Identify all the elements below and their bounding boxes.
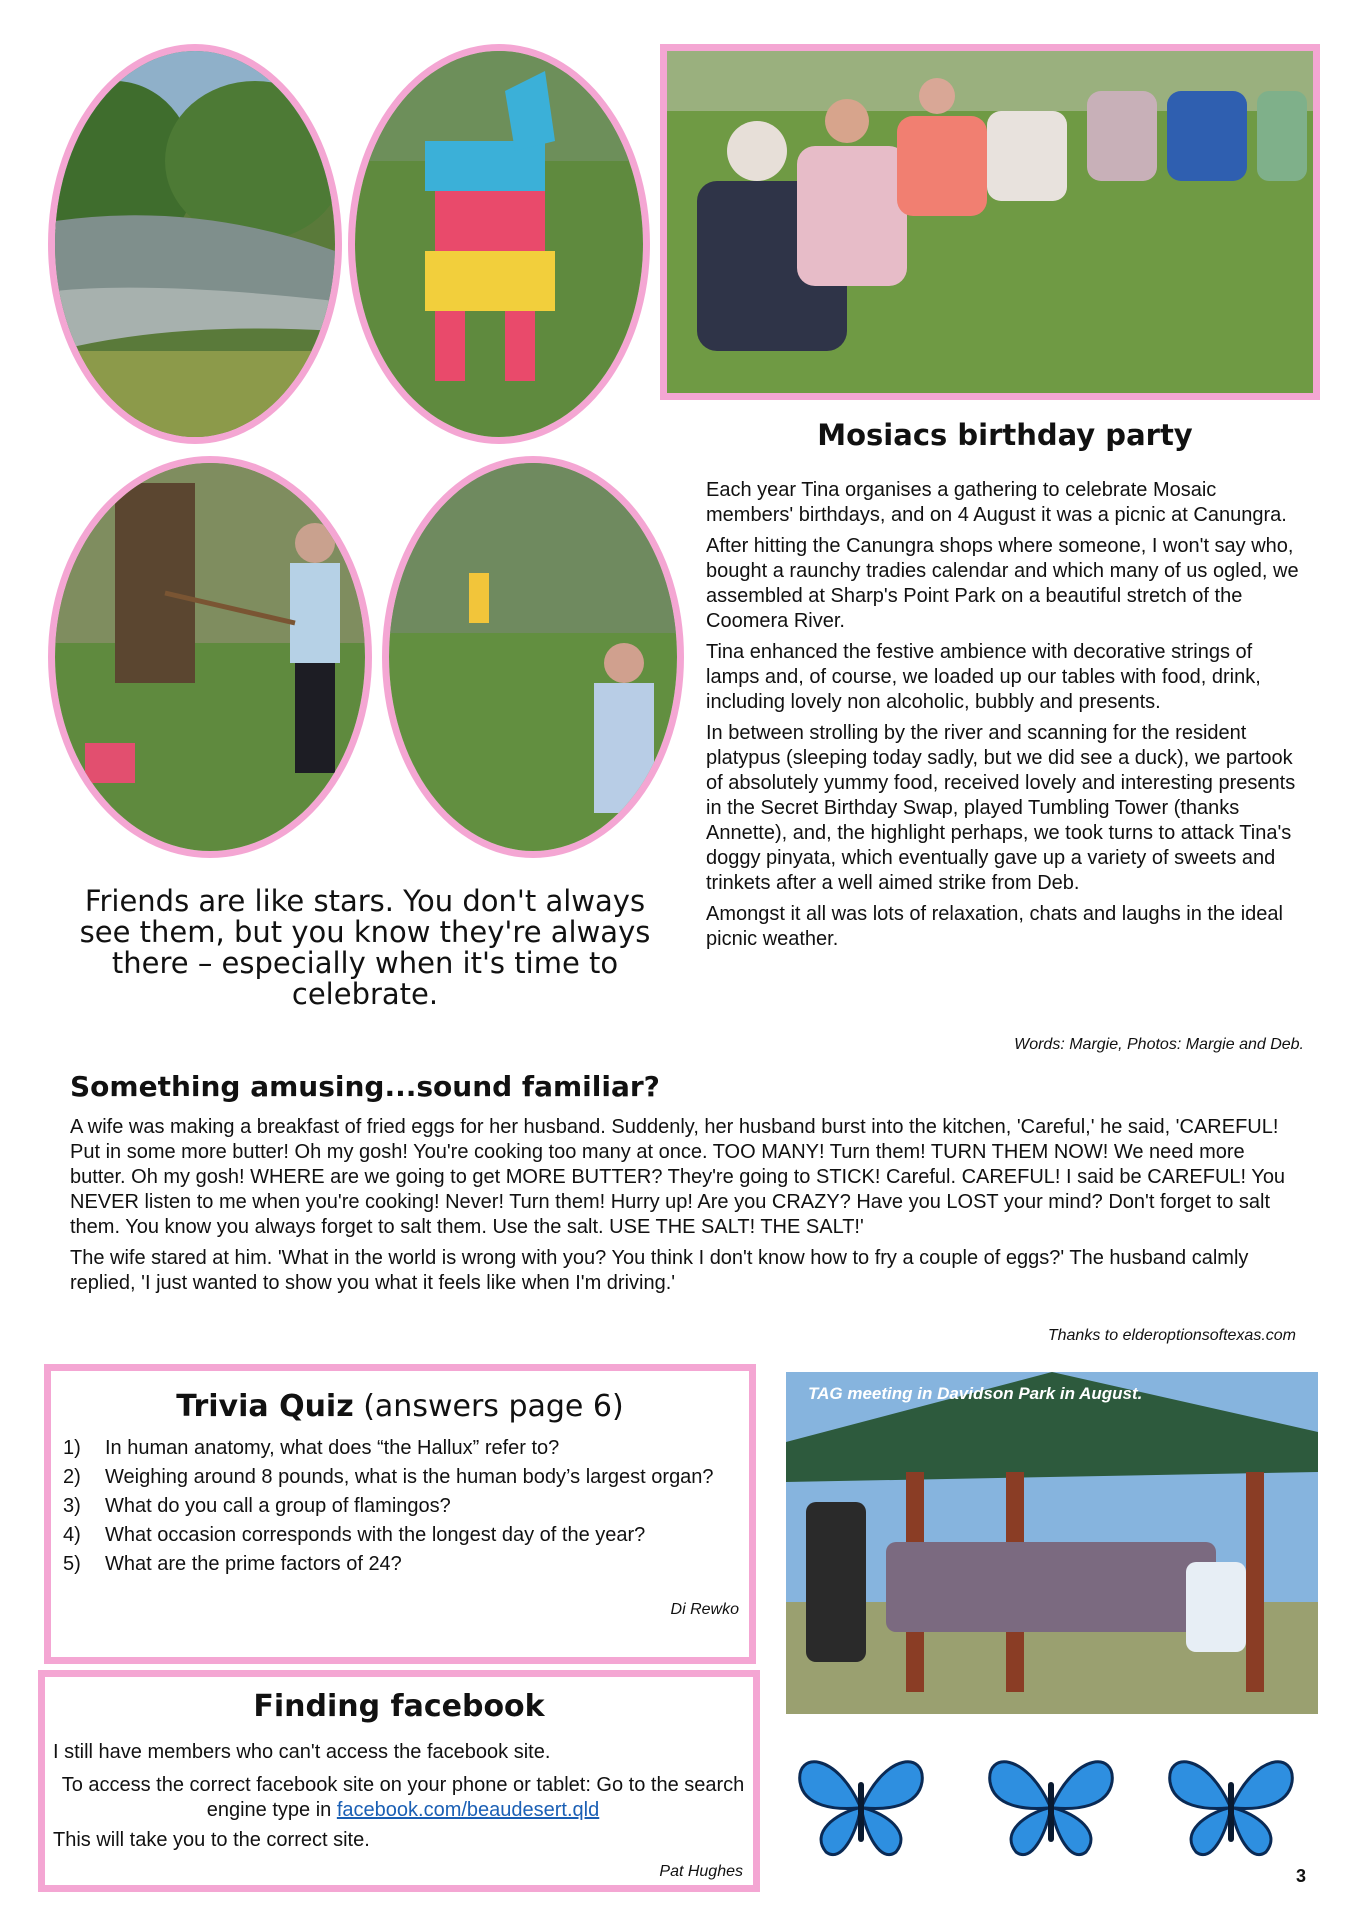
trivia-title-rest: (answers page 6) xyxy=(353,1389,624,1424)
mosaic-credit: Words: Margie, Photos: Margie and Deb. xyxy=(1014,1036,1304,1053)
photo-pinata xyxy=(348,44,650,444)
question-number: 2) xyxy=(63,1466,81,1488)
trivia-question xyxy=(63,1494,743,1518)
paragraph: In between strolling by the river and scanning for the resident platypus (sleeping today sadly, but we did see a duck), we partook of absolutely yummy food, received lovely and interesting presents in the Secret Birthday Swap, played Tumbling Tower (thanks Annette), and, the highlight perhaps, we took turns to attack Tina's doggy pinyata, which eventually gave up a variety of sweets and trinkets after a well aimed strike from Deb. xyxy=(706,722,1296,894)
butterfly-icon xyxy=(1166,1752,1296,1860)
question-text: What occasion corresponds with the longest day of the year? xyxy=(105,1524,646,1546)
mosaic-article-title: Mosiacs birthday party xyxy=(817,418,1193,452)
trivia-title xyxy=(51,1389,749,1424)
photo-tag-meeting xyxy=(786,1372,1318,1714)
question-text: In human anatomy, what does “the Hallux” refer to? xyxy=(105,1437,560,1459)
photo-woman-pinata xyxy=(382,456,684,858)
amusing-section-title: Something amusing...sound familiar? xyxy=(70,1070,660,1103)
question-text: What are the prime factors of 24? xyxy=(105,1553,402,1575)
trivia-title-bold: Trivia Quiz xyxy=(176,1389,354,1424)
butterfly-icon xyxy=(796,1752,926,1860)
photo-group-frame xyxy=(660,44,1320,400)
butterfly-icon xyxy=(986,1752,1116,1860)
amusing-credit: Thanks to elderoptionsoftexas.com xyxy=(1047,1327,1296,1344)
tag-meeting-caption: TAG meeting in Davidson Park in August. xyxy=(808,1384,1143,1403)
mosaic-article-body xyxy=(706,478,1306,958)
facebook-instructions xyxy=(53,1773,753,1823)
question-number: 1) xyxy=(63,1437,81,1459)
friendship-quote: Friends are like stars. You don't always see them, but you know they're always there – especially when it's time to celebrate. xyxy=(79,884,651,1011)
amusing-section-body xyxy=(70,1115,1300,1302)
finding-facebook-box xyxy=(38,1670,760,1892)
facebook-instructions-text: To access the correct facebook site on your phone or tablet: Go to the search engine type in xyxy=(61,1774,745,1821)
photo-pinata-swing xyxy=(48,456,372,858)
paragraph: The wife stared at him. 'What in the world is wrong with you? You think I don't know how to fry a couple of eggs?' The husband calmly replied, 'I just wanted to show you what it feels like when I'm driving.' xyxy=(70,1247,1249,1294)
paragraph: Each year Tina organises a gathering to celebrate Mosaic members' birthdays, and on 4 August it was a picnic at Canungra. xyxy=(706,479,1287,526)
page-number: 3 xyxy=(1296,1866,1307,1886)
paragraph: Amongst it all was lots of relaxation, chats and laughs in the ideal picnic weather. xyxy=(706,903,1283,950)
question-number: 5) xyxy=(63,1553,81,1575)
facebook-intro: I still have members who can't access the facebook site. xyxy=(53,1741,551,1763)
question-number: 3) xyxy=(63,1495,81,1517)
trivia-quiz-box xyxy=(44,1364,756,1664)
question-text: Weighing around 8 pounds, what is the human body’s largest organ? xyxy=(105,1466,714,1488)
facebook-credit: Pat Hughes xyxy=(659,1863,743,1880)
question-text: What do you call a group of flamingos? xyxy=(105,1495,451,1517)
trivia-credit: Di Rewko xyxy=(670,1601,739,1618)
facebook-link[interactable]: facebook.com/beaudesert.qld xyxy=(336,1799,600,1821)
trivia-question xyxy=(63,1465,743,1489)
paragraph: Tina enhanced the festive ambience with decorative strings of lamps and, of course, we loaded up our tables with food, drink, including lovely non alcoholic, bubbly and presents. xyxy=(706,641,1261,713)
photo-ladies-seated xyxy=(667,51,1313,393)
facebook-title: Finding facebook xyxy=(253,1689,545,1724)
trivia-question xyxy=(63,1552,743,1576)
question-number: 4) xyxy=(63,1524,81,1546)
trivia-question-list xyxy=(63,1436,743,1581)
photo-river xyxy=(48,44,342,444)
facebook-outro: This will take you to the correct site. xyxy=(53,1829,370,1851)
trivia-question xyxy=(63,1436,743,1460)
paragraph: After hitting the Canungra shops where someone, I won't say who, bought a raunchy tradies calendar and which many of us ogled, we assembled at Sharp's Point Park on a beautiful stretch of the Coomera River. xyxy=(706,535,1299,632)
paragraph: A wife was making a breakfast of fried eggs for her husband. Suddenly, her husband burst into the kitchen, 'Careful,' he said, 'CAREFUL! Put in some more butter! Oh my gosh! You're cooking too many at once. TOO MANY! Turn them! TURN THEM NOW! We need more butter. Oh my gosh! WHERE are we going to get MORE BUTTER? They're going to STICK! Careful. CAREFUL! I said be CAREFUL! You NEVER listen to me when you're cooking! Never! Turn them! Hurry up! Are you CRAZY? Have you LOST your mind? Don't forget to salt them. You know you always forget to salt them. Use the salt. USE THE SALT! THE SALT!' xyxy=(70,1116,1286,1238)
trivia-question xyxy=(63,1523,743,1547)
